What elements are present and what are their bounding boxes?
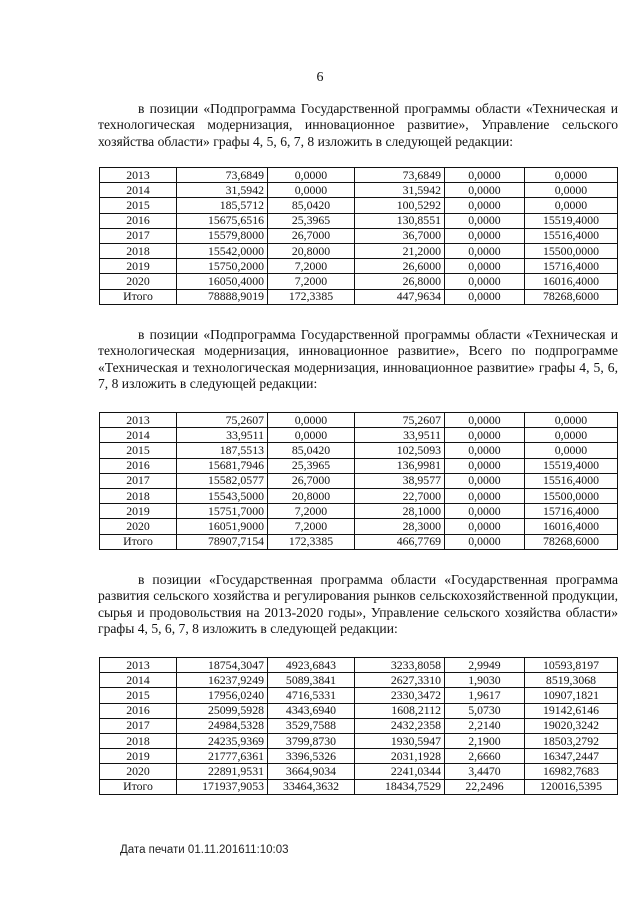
table-row bbox=[100, 213, 618, 228]
value-cell: 20,8000 bbox=[268, 488, 355, 503]
value-cell: 3396,5326 bbox=[268, 749, 355, 764]
value-cell: 15543,5000 bbox=[177, 488, 268, 503]
table-row bbox=[100, 658, 618, 673]
value-cell: 28,1000 bbox=[355, 504, 445, 519]
value-cell: 1930,5947 bbox=[355, 733, 445, 748]
table-row bbox=[100, 168, 618, 183]
year-cell: 2015 bbox=[100, 688, 177, 703]
value-cell: 19020,3242 bbox=[525, 718, 618, 733]
table-row bbox=[100, 428, 618, 443]
year-cell: Итого bbox=[100, 779, 177, 794]
value-cell: 102,5093 bbox=[355, 443, 445, 458]
value-cell: 136,9981 bbox=[355, 458, 445, 473]
year-cell: 2018 bbox=[100, 488, 177, 503]
value-cell: 466,7769 bbox=[355, 534, 445, 549]
value-cell: 38,9577 bbox=[355, 473, 445, 488]
value-cell: 0,0000 bbox=[525, 413, 618, 428]
value-cell: 0,0000 bbox=[268, 183, 355, 198]
value-cell: 0,0000 bbox=[525, 428, 618, 443]
value-cell: 15519,4000 bbox=[525, 458, 618, 473]
table-row bbox=[100, 673, 618, 688]
value-cell: 7,2000 bbox=[268, 259, 355, 274]
value-cell: 22,2496 bbox=[445, 779, 525, 794]
year-cell: 2018 bbox=[100, 243, 177, 258]
value-cell: 120016,5395 bbox=[525, 779, 618, 794]
year-cell: 2013 bbox=[100, 168, 177, 183]
value-cell: 0,0000 bbox=[445, 213, 525, 228]
table-row bbox=[100, 473, 618, 488]
year-cell: Итого bbox=[100, 289, 177, 304]
table-row bbox=[100, 198, 618, 213]
value-cell: 3664,9034 bbox=[268, 764, 355, 779]
value-cell: 85,0420 bbox=[268, 443, 355, 458]
value-cell: 172,3385 bbox=[268, 534, 355, 549]
value-cell: 2432,2358 bbox=[355, 718, 445, 733]
table-row bbox=[100, 764, 618, 779]
value-cell: 31,5942 bbox=[177, 183, 268, 198]
section-2-text: в позиции «Подпрограмма Государственной программы области «Техническая и технологическая модернизация, инновационное развитие», Всего по подпрограмме «Техническая и технологическая модернизация, инновационное развитие» графы 4, 5, 6, 7, 8 изложить в следующей редакции: bbox=[98, 327, 618, 392]
value-cell: 15716,4000 bbox=[525, 504, 618, 519]
value-cell: 15516,4000 bbox=[525, 473, 618, 488]
value-cell: 26,6000 bbox=[355, 259, 445, 274]
value-cell: 22,7000 bbox=[355, 488, 445, 503]
year-cell: 2013 bbox=[100, 658, 177, 673]
value-cell: 2,1900 bbox=[445, 733, 525, 748]
table-row bbox=[100, 733, 618, 748]
value-cell: 7,2000 bbox=[268, 274, 355, 289]
section-1-text: в позиции «Подпрограмма Государственной программы области «Техническая и технологическая модернизация, инновационное развитие», Управление сельского хозяйства области» графы 4, 5, 6, 7, 8 изложить в следующей редакции: bbox=[98, 101, 618, 149]
value-cell: 0,0000 bbox=[445, 488, 525, 503]
value-cell: 15716,4000 bbox=[525, 259, 618, 274]
value-cell: 73,6849 bbox=[177, 168, 268, 183]
value-cell: 7,2000 bbox=[268, 504, 355, 519]
table-row bbox=[100, 259, 618, 274]
section-3-table bbox=[99, 657, 618, 795]
value-cell: 0,0000 bbox=[525, 198, 618, 213]
value-cell: 26,7000 bbox=[268, 228, 355, 243]
value-cell: 0,0000 bbox=[268, 413, 355, 428]
value-cell: 0,0000 bbox=[525, 443, 618, 458]
year-cell: 2019 bbox=[100, 749, 177, 764]
value-cell: 0,0000 bbox=[445, 519, 525, 534]
value-cell: 0,0000 bbox=[445, 198, 525, 213]
year-cell: 2020 bbox=[100, 519, 177, 534]
value-cell: 0,0000 bbox=[525, 183, 618, 198]
section-3-text: в позиции «Государственная программа области «Государственная программа развития сельского хозяйства и регулирования рынков сельскохозяйственной продукции, сырья и продовольствия на 2013-2020 годы», Управление сельского хозяйства области» графы 4, 5, 6, 7, 8 изложить в следующей редакции: bbox=[98, 572, 618, 637]
value-cell: 75,2607 bbox=[177, 413, 268, 428]
value-cell: 78268,6000 bbox=[525, 289, 618, 304]
value-cell: 19142,6146 bbox=[525, 703, 618, 718]
value-cell: 0,0000 bbox=[525, 168, 618, 183]
value-cell: 75,2607 bbox=[355, 413, 445, 428]
year-cell: 2019 bbox=[100, 504, 177, 519]
year-cell: Итого bbox=[100, 534, 177, 549]
table-row bbox=[100, 274, 618, 289]
section-2-table bbox=[99, 412, 618, 550]
value-cell: 8519,3068 bbox=[525, 673, 618, 688]
value-cell: 15750,2000 bbox=[177, 259, 268, 274]
table-row bbox=[100, 703, 618, 718]
table-row bbox=[100, 289, 618, 304]
table-row bbox=[100, 488, 618, 503]
value-cell: 16237,9249 bbox=[177, 673, 268, 688]
value-cell: 28,3000 bbox=[355, 519, 445, 534]
table-row bbox=[100, 504, 618, 519]
value-cell: 25099,5928 bbox=[177, 703, 268, 718]
value-cell: 0,0000 bbox=[445, 274, 525, 289]
value-cell: 21,2000 bbox=[355, 243, 445, 258]
value-cell: 25,3965 bbox=[268, 213, 355, 228]
value-cell: 0,0000 bbox=[445, 228, 525, 243]
value-cell: 16051,9000 bbox=[177, 519, 268, 534]
value-cell: 3,4470 bbox=[445, 764, 525, 779]
value-cell: 0,0000 bbox=[445, 504, 525, 519]
year-cell: 2020 bbox=[100, 274, 177, 289]
value-cell: 24235,9369 bbox=[177, 733, 268, 748]
value-cell: 3529,7588 bbox=[268, 718, 355, 733]
value-cell: 0,0000 bbox=[445, 183, 525, 198]
value-cell: 172,3385 bbox=[268, 289, 355, 304]
value-cell: 10907,1821 bbox=[525, 688, 618, 703]
value-cell: 3799,8730 bbox=[268, 733, 355, 748]
value-cell: 2241,0344 bbox=[355, 764, 445, 779]
value-cell: 16016,4000 bbox=[525, 519, 618, 534]
value-cell: 2,9949 bbox=[445, 658, 525, 673]
table-row bbox=[100, 688, 618, 703]
value-cell: 16347,2447 bbox=[525, 749, 618, 764]
value-cell: 26,8000 bbox=[355, 274, 445, 289]
value-cell: 78888,9019 bbox=[177, 289, 268, 304]
value-cell: 15500,0000 bbox=[525, 243, 618, 258]
value-cell: 24984,5328 bbox=[177, 718, 268, 733]
value-cell: 1608,2112 bbox=[355, 703, 445, 718]
value-cell: 2330,3472 bbox=[355, 688, 445, 703]
value-cell: 100,5292 bbox=[355, 198, 445, 213]
value-cell: 26,7000 bbox=[268, 473, 355, 488]
value-cell: 3233,8058 bbox=[355, 658, 445, 673]
value-cell: 25,3965 bbox=[268, 458, 355, 473]
value-cell: 16016,4000 bbox=[525, 274, 618, 289]
value-cell: 73,6849 bbox=[355, 168, 445, 183]
value-cell: 15579,8000 bbox=[177, 228, 268, 243]
value-cell: 2,2140 bbox=[445, 718, 525, 733]
table-row bbox=[100, 534, 618, 549]
value-cell: 15675,6516 bbox=[177, 213, 268, 228]
value-cell: 4923,6843 bbox=[268, 658, 355, 673]
value-cell: 0,0000 bbox=[268, 428, 355, 443]
value-cell: 78907,7154 bbox=[177, 534, 268, 549]
page-number: 6 bbox=[316, 70, 324, 85]
value-cell: 33464,3632 bbox=[268, 779, 355, 794]
value-cell: 185,5712 bbox=[177, 198, 268, 213]
value-cell: 0,0000 bbox=[445, 534, 525, 549]
section-1-table bbox=[99, 167, 618, 305]
year-cell: 2019 bbox=[100, 259, 177, 274]
value-cell: 4716,5331 bbox=[268, 688, 355, 703]
value-cell: 15582,0577 bbox=[177, 473, 268, 488]
value-cell: 0,0000 bbox=[445, 413, 525, 428]
value-cell: 16982,7683 bbox=[525, 764, 618, 779]
table-row bbox=[100, 228, 618, 243]
year-cell: 2017 bbox=[100, 473, 177, 488]
value-cell: 15681,7946 bbox=[177, 458, 268, 473]
value-cell: 15751,7000 bbox=[177, 504, 268, 519]
value-cell: 22891,9531 bbox=[177, 764, 268, 779]
value-cell: 15500,0000 bbox=[525, 488, 618, 503]
year-cell: 2016 bbox=[100, 213, 177, 228]
value-cell: 447,9634 bbox=[355, 289, 445, 304]
table-row bbox=[100, 413, 618, 428]
table-row bbox=[100, 519, 618, 534]
value-cell: 16050,4000 bbox=[177, 274, 268, 289]
value-cell: 15516,4000 bbox=[525, 228, 618, 243]
value-cell: 31,5942 bbox=[355, 183, 445, 198]
value-cell: 171937,9053 bbox=[177, 779, 268, 794]
value-cell: 0,0000 bbox=[445, 458, 525, 473]
value-cell: 1,9030 bbox=[445, 673, 525, 688]
value-cell: 2,6660 bbox=[445, 749, 525, 764]
value-cell: 21777,6361 bbox=[177, 749, 268, 764]
value-cell: 78268,6000 bbox=[525, 534, 618, 549]
value-cell: 36,7000 bbox=[355, 228, 445, 243]
table-row bbox=[100, 718, 618, 733]
value-cell: 18434,7529 bbox=[355, 779, 445, 794]
value-cell: 0,0000 bbox=[445, 289, 525, 304]
value-cell: 15542,0000 bbox=[177, 243, 268, 258]
value-cell: 20,8000 bbox=[268, 243, 355, 258]
table-row bbox=[100, 443, 618, 458]
value-cell: 0,0000 bbox=[445, 473, 525, 488]
table-row bbox=[100, 458, 618, 473]
value-cell: 18503,2792 bbox=[525, 733, 618, 748]
value-cell: 7,2000 bbox=[268, 519, 355, 534]
value-cell: 0,0000 bbox=[445, 168, 525, 183]
year-cell: 2015 bbox=[100, 198, 177, 213]
table-row bbox=[100, 779, 618, 794]
value-cell: 187,5513 bbox=[177, 443, 268, 458]
year-cell: 2017 bbox=[100, 718, 177, 733]
year-cell: 2018 bbox=[100, 733, 177, 748]
table-row bbox=[100, 243, 618, 258]
year-cell: 2015 bbox=[100, 443, 177, 458]
table-row bbox=[100, 183, 618, 198]
value-cell: 130,8551 bbox=[355, 213, 445, 228]
value-cell: 0,0000 bbox=[445, 443, 525, 458]
table-row bbox=[100, 749, 618, 764]
value-cell: 2031,1928 bbox=[355, 749, 445, 764]
value-cell: 17956,0240 bbox=[177, 688, 268, 703]
value-cell: 5089,3841 bbox=[268, 673, 355, 688]
value-cell: 0,0000 bbox=[445, 428, 525, 443]
year-cell: 2013 bbox=[100, 413, 177, 428]
value-cell: 0,0000 bbox=[445, 259, 525, 274]
value-cell: 10593,8197 bbox=[525, 658, 618, 673]
year-cell: 2016 bbox=[100, 703, 177, 718]
year-cell: 2014 bbox=[100, 428, 177, 443]
value-cell: 0,0000 bbox=[268, 168, 355, 183]
value-cell: 18754,3047 bbox=[177, 658, 268, 673]
year-cell: 2017 bbox=[100, 228, 177, 243]
year-cell: 2020 bbox=[100, 764, 177, 779]
value-cell: 85,0420 bbox=[268, 198, 355, 213]
value-cell: 5,0730 bbox=[445, 703, 525, 718]
value-cell: 4343,6940 bbox=[268, 703, 355, 718]
value-cell: 2627,3310 bbox=[355, 673, 445, 688]
value-cell: 1,9617 bbox=[445, 688, 525, 703]
value-cell: 15519,4000 bbox=[525, 213, 618, 228]
year-cell: 2014 bbox=[100, 673, 177, 688]
value-cell: 0,0000 bbox=[445, 243, 525, 258]
print-date-footer: Дата печати 01.11.201611:10:03 bbox=[120, 844, 289, 856]
value-cell: 33,9511 bbox=[355, 428, 445, 443]
value-cell: 33,9511 bbox=[177, 428, 268, 443]
year-cell: 2016 bbox=[100, 458, 177, 473]
year-cell: 2014 bbox=[100, 183, 177, 198]
